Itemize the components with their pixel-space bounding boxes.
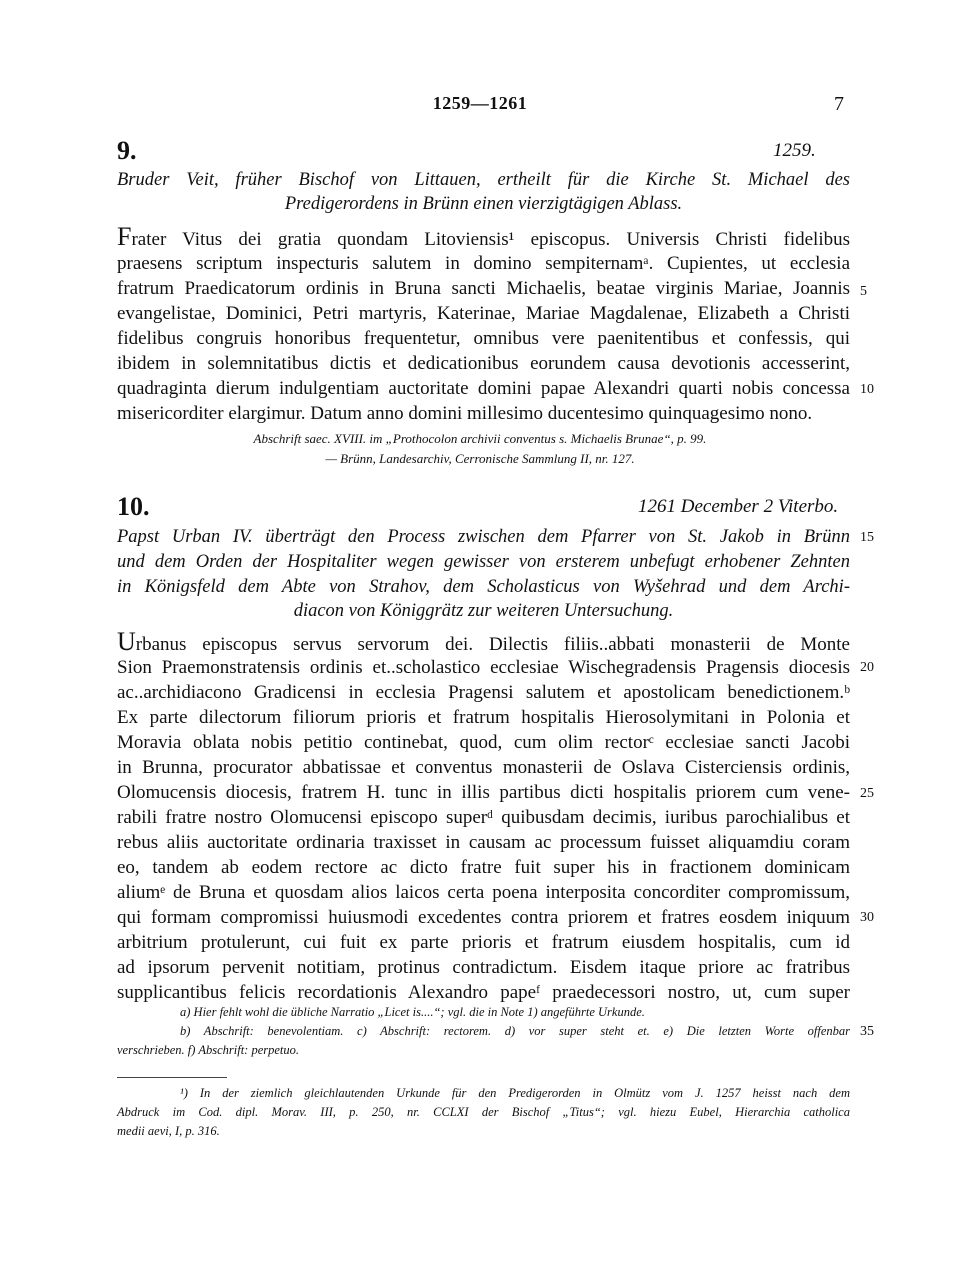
line-number: 25 [860,786,874,801]
text-line: in Brunna, procurator abbatissae et conventus monasterii de Oslava Cisterciensis ordinis, [117,757,850,778]
footnote: medii aevi, I, p. 316. [117,1124,220,1138]
line-number: 15 [860,530,874,545]
text-line: fidelibus congruis honoribus frequentetur, omnibus vere paenitentibus et confessis, qui [117,328,850,349]
text-line: supplicantibus felicis recordationis Alexandro papeᶠ praedecessori nostro, ut, cum super [117,982,850,1003]
document-number-9: 9. [117,136,137,165]
initial-letter: F [117,222,132,251]
document-number-10: 10. [117,492,150,521]
text-line: evangelistae, Dominici, Petri martyris, Katerinae, Mariae Magdalenae, Elizabeth a Christi [117,303,850,324]
text-line: Ex parte dilectorum filiorum prioris et fratrum hospitalis Hierosolymitani in Polonia et [117,707,850,728]
line-number: 5 [860,284,867,299]
running-header: 1259—1261 [432,93,528,113]
apparatus-note: a) Hier fehlt wohl die übliche Narratio „Licet is....“; vgl. die in Note 1) angeführte Urkunde. [180,1005,645,1019]
footnote: ¹) In der ziemlich gleichlautenden Urkunde für den Predigerorden in Olmütz vom J. 1257 heisst nach dem [180,1086,850,1100]
text-line: rebus aliis auctoritate ordinaria traxisset in causam ac processum fuisset aliquamdiu coram [117,832,850,853]
footnote-divider [117,1077,227,1078]
source-note: — Brünn, Landesarchiv, Cerronische Sammlung II, nr. 127. [325,451,635,466]
text-line: fratrum Praedicatorum ordinis in Bruna sancti Michaelis, beatae virginis Mariae, Joannis [117,278,850,299]
text-line: Sion Praemonstratensis ordinis et..scholastico ecclesiae Wischegradensis Pragensis diocesis [117,657,850,678]
text-line: Moravia oblata nobis petitio continebat, quod, cum olim rectorᶜ ecclesiae sancti Jacobi [117,732,850,753]
regest-line: und dem Orden der Hospitaliter wegen gewisser von ersterem unbefugt erhobener Zehnten [117,552,850,572]
text-line: Olomucensis diocesis, fratrem H. tunc in illis partibus dicti hospitalis priorem cum vene- [117,782,850,803]
text-line: aliumᵉ de Bruna et quosdam alios laicos certa poena interposita concorditer compromissum, [117,882,850,903]
regest-line: diacon von Königgrätz zur weiteren Untersuchung. [293,601,674,621]
text-line: quadraginta dierum indulgentiam auctoritate domini papae Alexandri quarti nobis concessa [117,378,850,399]
text-line: ad ipsorum pervenit notitiam, protinus contradictum. Eisdem itaque priore ac fratribus [117,957,850,978]
text-line: arbitrium protulerunt, cui fuit ex parte prioris et fratrum eiusdem hospitalis, cum id [117,932,850,953]
page-number: 7 [834,93,844,115]
line-number: 30 [860,910,874,925]
line-number: 10 [860,382,874,397]
document-date-10: 1261 December 2 Viterbo. [638,496,839,517]
text-line: ibidem in solemnitatibus dictis et dedicationibus eorundem causa devotionis accesserint, [117,353,850,374]
regest-line: Papst Urban IV. überträgt den Process zwischen dem Pfarrer von St. Jakob in Brünn [117,527,850,547]
text-line: ac..archidiacono Gradicensi in ecclesia Pragensi salutem et apostolicam benedictionem.ᵇ [117,682,850,703]
text-line: eo, tandem ab eodem rectore ac dicto fratre fuit super his in fractionem dominicam [117,857,850,878]
regest-line: Predigerordens in Brünn einen vierzigtägigen Ablass. [284,194,683,214]
text-line: Urbanus episcopus servus servorum dei. Dilectis filiis..abbati monasterii de Monte [117,627,850,656]
source-note: Abschrift saec. XVIII. im „Prothocolon archivii conventus s. Michaelis Brunae“, p. 99. [253,431,707,446]
regest-line: Bruder Veit, früher Bischof von Littauen, ertheilt für die Kirche St. Michael des [117,170,850,190]
document-date-9: 1259. [773,140,816,161]
line-number: 35 [860,1024,874,1039]
apparatus-note: b) Abschrift: benevolentiam. c) Abschrift: rectorem. d) vor super steht et. e) Die letzten Worte offenbar [180,1024,850,1038]
initial-letter: U [117,627,136,656]
text-line: Frater Vitus dei gratia quondam Litoviensis¹ episcopus. Universis Christi fidelibus [117,222,850,251]
text-line: qui formam compromissi huiusmodi excedentes contra priorem et fratres eosdem iniquum [117,907,850,928]
regest-line: in Königsfeld dem Abte von Strahov, dem Scholasticus von Wyšehrad und dem Archi- [117,577,850,597]
footnote: Abdruck im Cod. dipl. Morav. III, p. 250, nr. CCLXI der Bischof „Titus“; vgl. hiezu Eubel, Hierarchia catholica [117,1105,850,1119]
text-line: praesens scriptum inspecturis salutem in domino sempiternamᵃ. Cupientes, ut ecclesia [117,253,850,274]
text-line: rabili fratre nostro Olomucensi episcopo superᵈ quibusdam decimis, iuribus parochialibus et [117,807,850,828]
apparatus-note: verschrieben. f) Abschrift: perpetuo. [117,1043,300,1057]
text-line: misericorditer elargimur. Datum anno domini millesimo ducentesimo quinquagesimo nono. [117,403,813,424]
line-number: 20 [860,660,874,675]
